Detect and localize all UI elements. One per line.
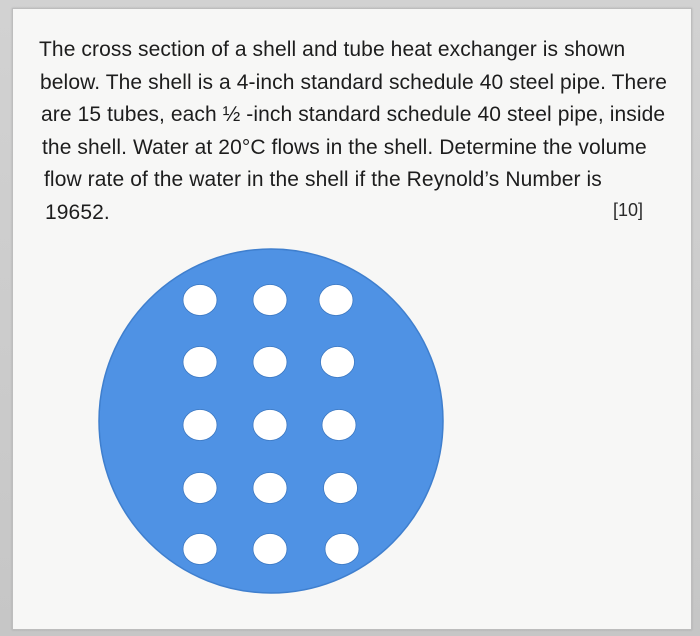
marks-label: [10] [612, 200, 643, 220]
question-line-6: 19652. [45, 200, 110, 224]
tube [253, 285, 287, 316]
tube [325, 534, 359, 565]
question-line-4: the shell. Water at 20°C flows in the shell. Determine the volume [42, 135, 647, 159]
tube [253, 347, 287, 378]
tube [183, 410, 217, 441]
heat-exchanger-cross-section [13, 9, 693, 631]
question-line-2: below. The shell is a 4-inch standard schedule 40 steel pipe. There [40, 70, 667, 94]
tube [183, 534, 217, 565]
tube [253, 473, 287, 504]
tube [324, 473, 358, 504]
tube [253, 534, 287, 565]
question-line-5: flow rate of the water in the shell if the Reynold’s Number is [44, 168, 602, 191]
tube [322, 410, 356, 441]
tube [253, 410, 287, 441]
question-card [12, 8, 692, 630]
tube [183, 347, 217, 378]
question-line-1: The cross section of a shell and tube heat exchanger is shown [39, 38, 626, 61]
tube [319, 285, 353, 316]
question-line-3: are 15 tubes, each ½ -inch standard schedule 40 steel pipe, inside [41, 103, 666, 126]
tube [183, 285, 217, 316]
tube [183, 473, 217, 504]
tube [321, 347, 355, 378]
